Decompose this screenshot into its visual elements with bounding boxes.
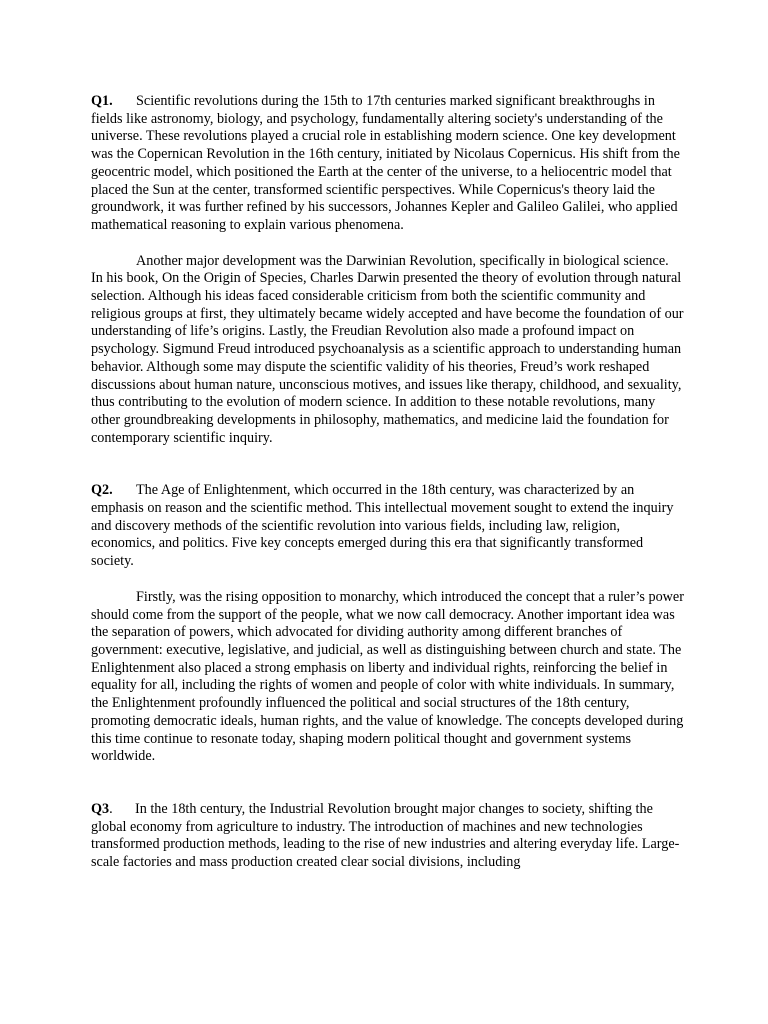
q2-paragraph-1 [91, 482, 684, 571]
q1-label: Q1. [91, 93, 113, 109]
paragraph-gap [91, 235, 684, 253]
q2-label: Q2. [91, 482, 113, 499]
q3-paragraph-1-text: In the 18th century, the Industrial Revolution brought major changes to society, shifting the global economy from agriculture to industry. The introduction of machines and new technologies transformed production methods, leading to the rise of new industries and altering everyday life. Large-scale factories and mass production created clear social divisions, including [91, 800, 680, 871]
q3-label [91, 801, 135, 819]
q1-paragraph-2: Another major development was the Darwinian Revolution, specifically in biological science. In his book, On the Origin of Species, Charles Darwin presented the theory of evolution through natural selection. Although his ideas faced considerable criticism from both the scientific community and religious groups at first, they ultimately became widely accepted and have become the foundation of our understanding of life’s origins. Lastly, the Freudian Revolution also made a profound impact on psychology. Sigmund Freud introduced psychoanalysis as a scientific approach to understanding human behavior. Although some may dispute the scientific validity of his theories, Freud’s work reshaped discussions about human nature, unconscious motives, and issues like therapy, childhood, and sexuality, thus contributing to the evolution of modern science. In addition to these notable revolutions, many other groundbreaking developments in philosophy, mathematics, and medicine laid the foundation for contemporary scientific inquiry. [91, 252, 684, 446]
q2-paragraph-2: Firstly, was the rising opposition to monarchy, which introduced the concept that a ruler’s power should come from the support of the people, what we now call democracy. Another important idea was the separation of powers, which advocated for dividing authority among different branches of government: executive, legislative, and judicial, as well as distinguishing between church and state. The Enlightenment also placed a strong emphasis on liberty and individual rights, reinforcing the belief in equality for all, including the rights of women and people of color with white individuals. In summary, the Enlightenment profoundly influenced the political and social structures of the 18th century, promoting democratic ideals, human rights, and the value of knowledge. The concepts developed during this time continue to resonate today, shaping modern political thought and government systems worldwide. [91, 588, 684, 765]
paragraph-gap [91, 571, 684, 589]
q1-paragraph-1 [91, 93, 684, 235]
q2-paragraph-1-text: The Age of Enlightenment, which occurred in the 18th century, was characterized by an emphasis on reason and the scientific method. This intellectual movement sought to extend the inquiry and discovery methods of the scientific revolution into various fields, including law, religion, economics, and politics. Five key concepts emerged during this era that significantly transformed society. [91, 482, 674, 570]
q3-label-bold: Q3 [91, 800, 110, 817]
section-gap [91, 447, 684, 482]
q1-paragraph-1-text: Scientific revolutions during the 15th to 17th centuries marked significant breakthroughs in fields like astronomy, biology, and psychology, fundamentally altering society's understanding of the universe. These revolutions played a crucial role in establishing modern science. One key development was the Copernican Revolution in the 16th century, initiated by Nicolaus Copernicus. His shift from the geocentric model, which positioned the Earth at the center of the universe, to a heliocentric model that placed the Sun at the center, transformed scientific perspectives. While Copernicus's theory laid the groundwork, it was further refined by his successors, Johannes Kepler and Galileo Galilei, who applied mathematical reasoning to explain various phenomena. [91, 93, 680, 233]
q3-label-suffix: . [109, 800, 113, 817]
section-gap [91, 766, 684, 801]
q3-paragraph-1 [91, 801, 684, 872]
